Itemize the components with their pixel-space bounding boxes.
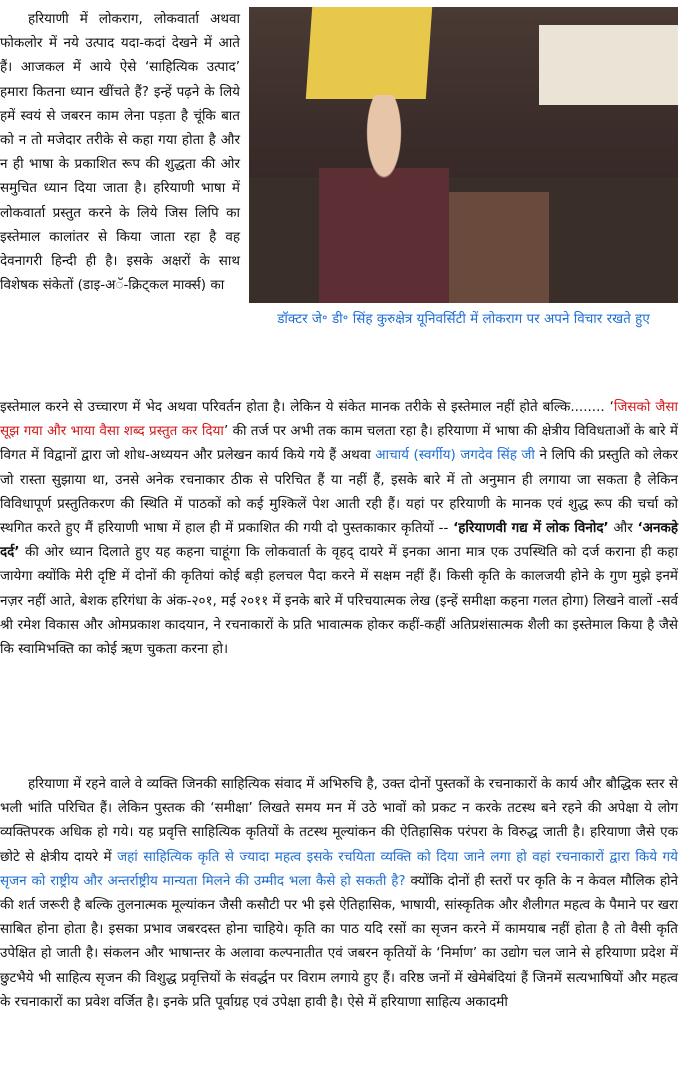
paragraph-2 — [0, 772, 678, 1014]
p2-text-1: हरियाणा में रहने वाले वे व्यक्ति जिनकी साहित्यिक संवाद में अभिरुचि है, उक्त दोनों पुस्तकों के रचनाकारों के कार्य और बौद्धिक स्तर से भली भांति परिचित हैं। लेकिन पुस्तक की ‘समीक्षा’ लिखते समय मन में उठे भावों को प्रकट न करके तटस्थ बने रहने की अपेक्षा ये लोग व्यक्तिपरक अधिक हो गये। यह प्रवृत्ति साहित्यिक कृतियों के तटस्थ मूल्यांकन की ऐतिहासिक परंपरा के विरुद्ध जाती है। हरियाणा जैसे एक छोटे से क्षेत्रीय दायरे में — [0, 776, 678, 865]
speaker-photo — [249, 7, 678, 303]
side-paragraph-text: हरियाणी में लोकराग, लोकवार्ता अथवा फोकलोर में नये उत्पाद यदा-कदां देखने में आते हैं। आजकल में आये ऐसे ‘साहित्यिक उत्पाद’ हमारा कितना ध्यान खींचते हैं? इन्हें पढ़ने के लिये हमें स्वयं से जबरन काम लेना पड़ता है चूंकि बात को न तो मजेदार तरीके से कहा गया होता है और न ही भाषा के प्रकाशित रूप की शुद्धता की ओर समुचित ध्यान दिया जाता है। हरियाणी भाषा में लोकवार्ता प्रस्तुत करने के लिये जिस लिपि का इस्तेमाल कालांतर से किया जाता रहा है वह देवनागरी हिन्दी ही है। इसके अक्षरों के साथ विशेषक संकेतों (डाइ-अॅ-क्रिट्कल मार्क्स) का — [0, 11, 240, 294]
p1-book-title-1: ‘हरियाणवी गद्य में लोक विनोद’ — [453, 520, 609, 537]
p1-text-2: ’ की तर्ज पर अभी तक काम चलता रहा है। हरियाणा में भाषा की क्षेत्रीय विविधताओं के बारे में विगत में विद्वानों द्वारा जो शोध-अध्ययन और प्रलेखन कार्य किये गये हैं अथवा — [0, 423, 678, 464]
p1-text-3: ने लिपि की प्रस्तुति को लेकर जो रास्ता सुझाया था, उनसे अनेक रचनाकार ठीक से परिचित हैं या नहीं हैं, इसके बारे में तो अनुमान ही लगाया जा सकता है लेकिन विविधापूर्ण प्रस्तुतिकरण की स्थिति में पाठकों को कई मुश्किलें पेश आती रही हैं। यहां पर हरियाणी के मानक एवं शुद्ध रूप की चर्चा को स्थगित करते हुए मैं हरियाणी भाषा में हाल ही में प्रकाशित की गयी दो पुस्तकाकार कृतियों -- — [0, 447, 679, 537]
photo-sign — [539, 25, 678, 105]
p2-text-2: क्योंकि दोनों ही स्तरों पर कृति के न केवल मौलिक होने की शर्त जरूरी है बल्कि तुलनात्मक मूल्यांकन जैसी कसौटी पर भी इसे ऐतिहासिक, भाषायी, सांस्कृतिक और शैलीगत महत्व के पैमाने पर खरा साबित होना होता है। इसका प्रभाव जबरदस्त होना चाहिये। कृति का पाठ यदि रसों का सृजन करने में कामयाब नहीं होता है तो वैसी कृति उपेक्षित हो जाती है। संकलन और भाषान्तर के अलावा कल्पनातीत एवं जबरन कृतियों के ‘निर्माण’ का उद्योग चल जाने से हरियाणा प्रदेश में छुटभैये भी साहित्य सृजन की विशुद्ध प्रवृत्तियों के संवर्द्धन पर विराम लगाये हुए हैं। वरिष्ठ जनों में खेमेबंदियां हैं जिनमें सत्यभाषियों और महत्व के रचनाकारों का प्रवेश वर्जित है। इनके प्रति पूर्वाग्रह एवं उपेक्षा हावी है। ऐसे में हरियाणा साहित्य अकादमी — [0, 872, 678, 1010]
p1-text-5: की ओर ध्यान दिलाते हुए यह कहना चाहूंगा कि लोकवार्ता के वृहद् दायरे में इनका आना मात्र एक उपस्थिति को दर्ज कराना ही कहा जायेगा क्योंकि मेरी दृष्टि में दोनों की कृतियां कोई बड़ी हलचल पैदा करने में सक्षम नहीं हैं। किसी कृति के कालजयी होने के गुण मुझे इनमें नज़र नहीं आते, बेशक हरिगंधा के अंक-२०१, मई २०११ में इनके बारे में परिचयात्मक लेख (इन्हें समीक्षा कहना गलत होगा) लिखने वालों -सर्व श्री रमेश विकास और ओमप्रकाश कादयान, ने रचनाकारों के प्रति भावात्मक होकर कहीं-कहीं अतिप्रशंसात्मक शैली का इस्तेमाल किया है जैसे कि स्वामिभक्ति का कोई ऋण चुकता करना हो। — [0, 544, 678, 658]
paragraph-1 — [0, 395, 678, 661]
p1-book-title-2: ‘अनकहे दर्द’ — [0, 520, 679, 561]
p1-text-4: और — [608, 520, 638, 537]
p1-highlight-blue: आचार्य (स्वर्गीय) जगदेव सिंह जी — [375, 447, 535, 464]
p1-text-1: इस्तेमाल करने से उच्चारण में भेद अथवा परिवर्तन होता है। लेकिन ये संकेत मानक तरीके से इस्तेमाल नहीं होते बल्कि........ ‘ — [0, 399, 614, 415]
photo-caption: डॉक्टर जे॰ डी॰ सिंह कुरुक्षेत्र यूनिवर्सिटी में लोकराग पर अपने विचार रखते हुए — [277, 311, 650, 327]
side-paragraph — [0, 7, 240, 297]
photo-speaker — [319, 95, 449, 303]
p1-highlight-red: जिसको जैसा सूझ गया और भाया वैसा शब्द प्रस्तुत कर दिया — [0, 399, 678, 440]
photo-banner — [306, 7, 432, 99]
photo-podium — [449, 192, 549, 303]
p2-highlight-blue: जहां साहित्यिक कृति से ज्यादा महत्व इसके रचयिता व्यक्ति को दिया जाने लगा हो वहां रचनाकारों द्वारा किये गये सृजन को राष्ट्रीय और अन्तर्राष्ट्रीय मान्यता मिलने की उम्मीद भला कैसे हो सकती है? — [0, 848, 678, 889]
